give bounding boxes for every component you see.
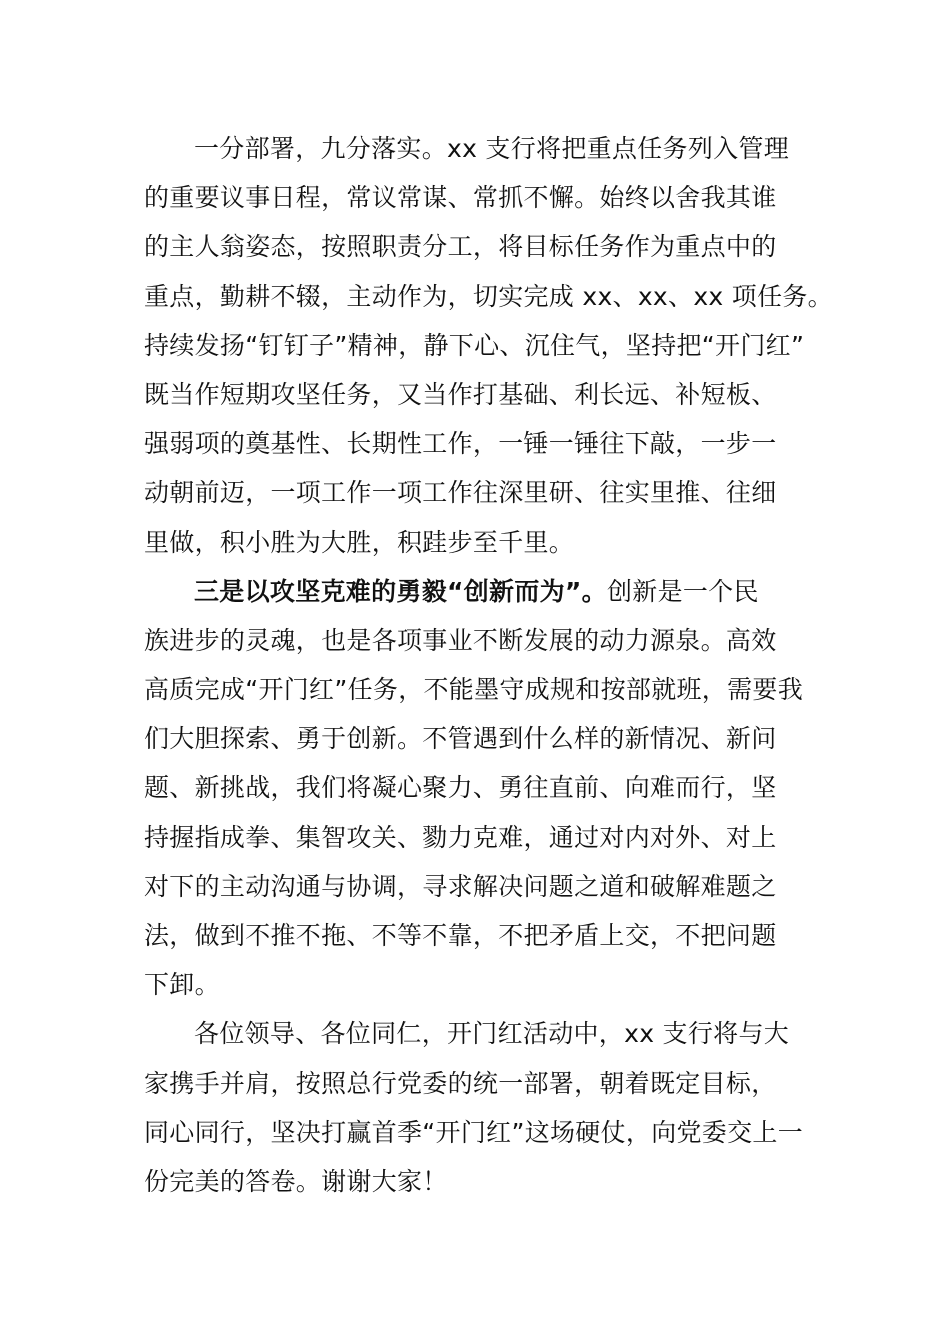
paragraph-line: 强弱项的奠基性、长期性工作，一锤一锤往下敲，一步一 — [144, 429, 777, 459]
paragraph-line: 里做，积小胜为大胜，积跬步至千里。 — [144, 527, 575, 557]
paragraph-line: 份完美的答卷。谢谢大家！ — [144, 1166, 448, 1196]
paragraph-line: 下卸。 — [144, 970, 220, 1000]
paragraph-line: 对下的主动沟通与协调，寻求解决问题之道和破解难题之 — [144, 871, 777, 901]
paragraph-line: 法，做到不推不拖、不等不靠，不把矛盾上交，不把问题 — [144, 921, 777, 950]
paragraph-line: 高质完成“开门红”任务，不能墨守成规和按部就班，需要我 — [144, 675, 804, 705]
paragraph-line: 动朝前迈，一项工作一项工作往深里研、往实里推、往细 — [144, 478, 777, 508]
paragraph-line: 持握指成拳、集智攻关、勠力克难，通过对内对外、对上 — [144, 822, 777, 852]
paragraph-line: 同心同行，坚决打赢首季“开门红”这场硬仗，向党委交上一 — [144, 1117, 804, 1147]
paragraph-line: 既当作短期攻坚任务，又当作打基础、利长远、补短板、 — [144, 379, 777, 409]
heading-trailing-text: 创新是一个民 — [606, 576, 759, 606]
document-body — [144, 124, 844, 1206]
paragraph-2 — [144, 567, 844, 1010]
paragraph-line: 的重要议事日程，常议常谋、常抓不懈。始终以舍我其谁 — [144, 183, 777, 213]
paragraph-line: 的主人翁姿态，按照职责分工，将目标任务作为重点中的 — [144, 232, 777, 262]
paragraph-line: 一分部署，九分落实。xx 支行将把重点任务列入管理 — [194, 134, 790, 163]
paragraph-3 — [144, 1009, 844, 1206]
paragraph-line: 族进步的灵魂，也是各项事业不断发展的动力源泉。高效 — [144, 625, 777, 655]
paragraph-line: 重点，勤耕不辍，主动作为，切实完成 xx、xx、xx 项任务。 — [144, 281, 833, 311]
paragraph-line: 持续发扬“钉钉子”精神，静下心、沉住气，坚持把“开门红” — [144, 330, 805, 360]
paragraph-1 — [144, 124, 844, 567]
paragraph-first-line — [144, 567, 844, 616]
section-heading: 三是以攻坚克难的勇毅“创新而为”。 — [194, 576, 607, 606]
paragraph-line: 家携手并肩，按照总行党委的统一部署，朝着既定目标， — [144, 1068, 777, 1098]
paragraph-line: 各位领导、各位同仁，开门红活动中，xx 支行将与大 — [194, 1019, 790, 1049]
paragraph-line: 们大胆探索、勇于创新。不管遇到什么样的新情况、新问 — [144, 724, 777, 754]
paragraph-line: 题、新挑战，我们将凝心聚力、勇往直前、向难而行，坚 — [144, 773, 777, 803]
